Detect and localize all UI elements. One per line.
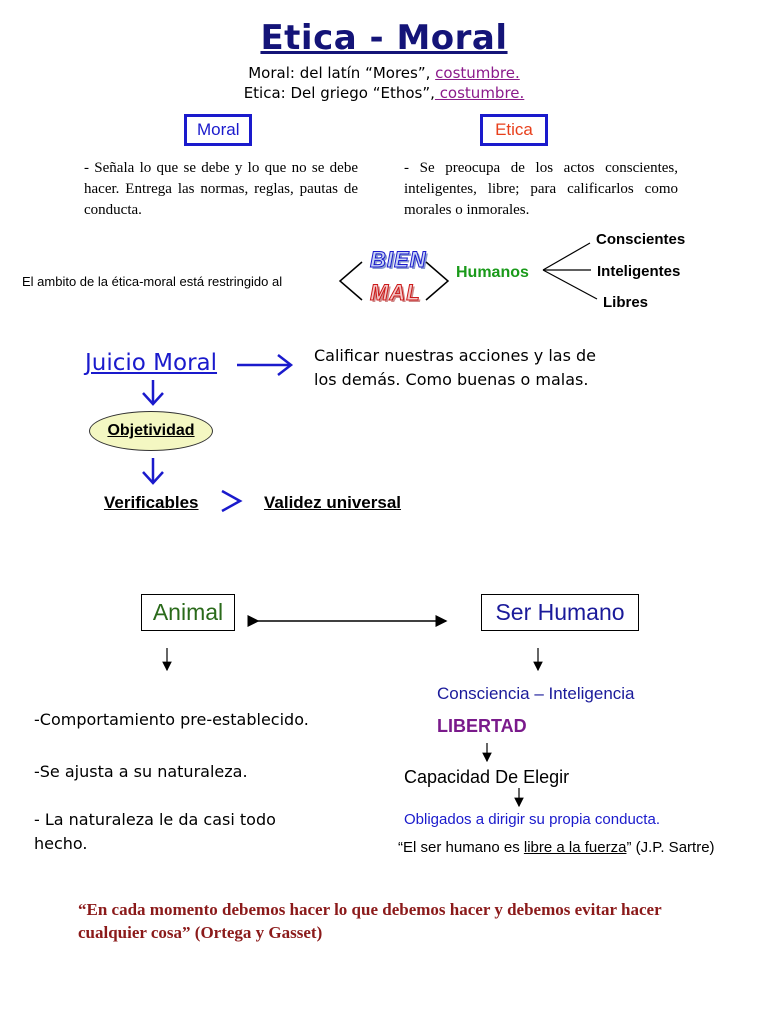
etica-origin-prefix: Etica: Del griego “Ethos”, [243, 84, 435, 102]
trait-conscientes: Conscientes [596, 231, 686, 248]
arrow-juicio-right [237, 355, 291, 375]
juicio-moral-label: Juicio Moral [85, 350, 218, 376]
consciencia-label: Consciencia – Inteligencia [437, 684, 635, 703]
humanos-label: Humanos [456, 264, 529, 281]
arrow-verificables-right [222, 491, 240, 511]
animal-point-2: -Se ajusta a su naturaleza. [34, 762, 248, 781]
ortega-quote: “En cada momento debemos hacer lo que debemos hacer y debemos evitar hacer cualquier cosa” (Ortega y Gasset) [78, 900, 662, 942]
etica-origin-term: costumbre. [434, 84, 525, 102]
libertad-label: LIBERTAD [437, 716, 527, 736]
ambito-text: El ambito de la ética-moral está restringido al [22, 274, 283, 289]
animal-point-3: - La naturaleza le da casi todo hecho. [34, 810, 276, 853]
obligados-label: Obligados a dirigir su propia conducta. [404, 811, 660, 828]
sartre-suffix: ” (J.P. Sartre) [626, 839, 715, 856]
trait-libres: Libres [603, 294, 649, 311]
moral-origin-term: costumbre. [435, 64, 520, 82]
trait-inteligentes: Inteligentes [597, 263, 681, 280]
mal-label: MAL [370, 280, 421, 305]
moral-description: - Señala lo que se debe y lo que no se debe hacer. Entrega las normas, reglas, pautas de conducta. [84, 160, 358, 218]
validez-label: Validez universal [264, 493, 402, 512]
verificables-label: Verificables [104, 493, 199, 512]
fan-line-conscientes [543, 243, 590, 270]
juicio-definition: Calificar nuestras acciones y las de los demás. Como buenas o malas. [314, 346, 597, 389]
animal-point-1: -Comportamiento pre-establecido. [34, 710, 309, 729]
ser-humano-box: Ser Humano [481, 594, 639, 631]
bien-label: BIEN [370, 247, 427, 272]
animal-box: Animal [141, 594, 235, 631]
arrow-juicio-down [143, 380, 163, 404]
etica-description: - Se preocupa de los actos conscientes, inteligentes, libre; para calificarlos como morales o inmorales. [404, 160, 678, 218]
arrow-objetividad-down [143, 458, 163, 483]
etica-box: Etica [480, 114, 548, 146]
objetividad-ellipse: Objetividad [89, 411, 213, 451]
capacidad-label: Capacidad De Elegir [404, 767, 570, 787]
sartre-prefix: “El ser humano es [398, 839, 524, 856]
moral-box: Moral [184, 114, 252, 146]
sartre-emphasis: libre a la fuerza [523, 839, 627, 856]
moral-origin-prefix: Moral: del latín “Mores”, [248, 64, 436, 82]
fan-line-libres [543, 270, 597, 299]
page-title: Etica - Moral [260, 18, 508, 58]
bracket-left [340, 262, 362, 300]
bracket-right [426, 262, 448, 300]
